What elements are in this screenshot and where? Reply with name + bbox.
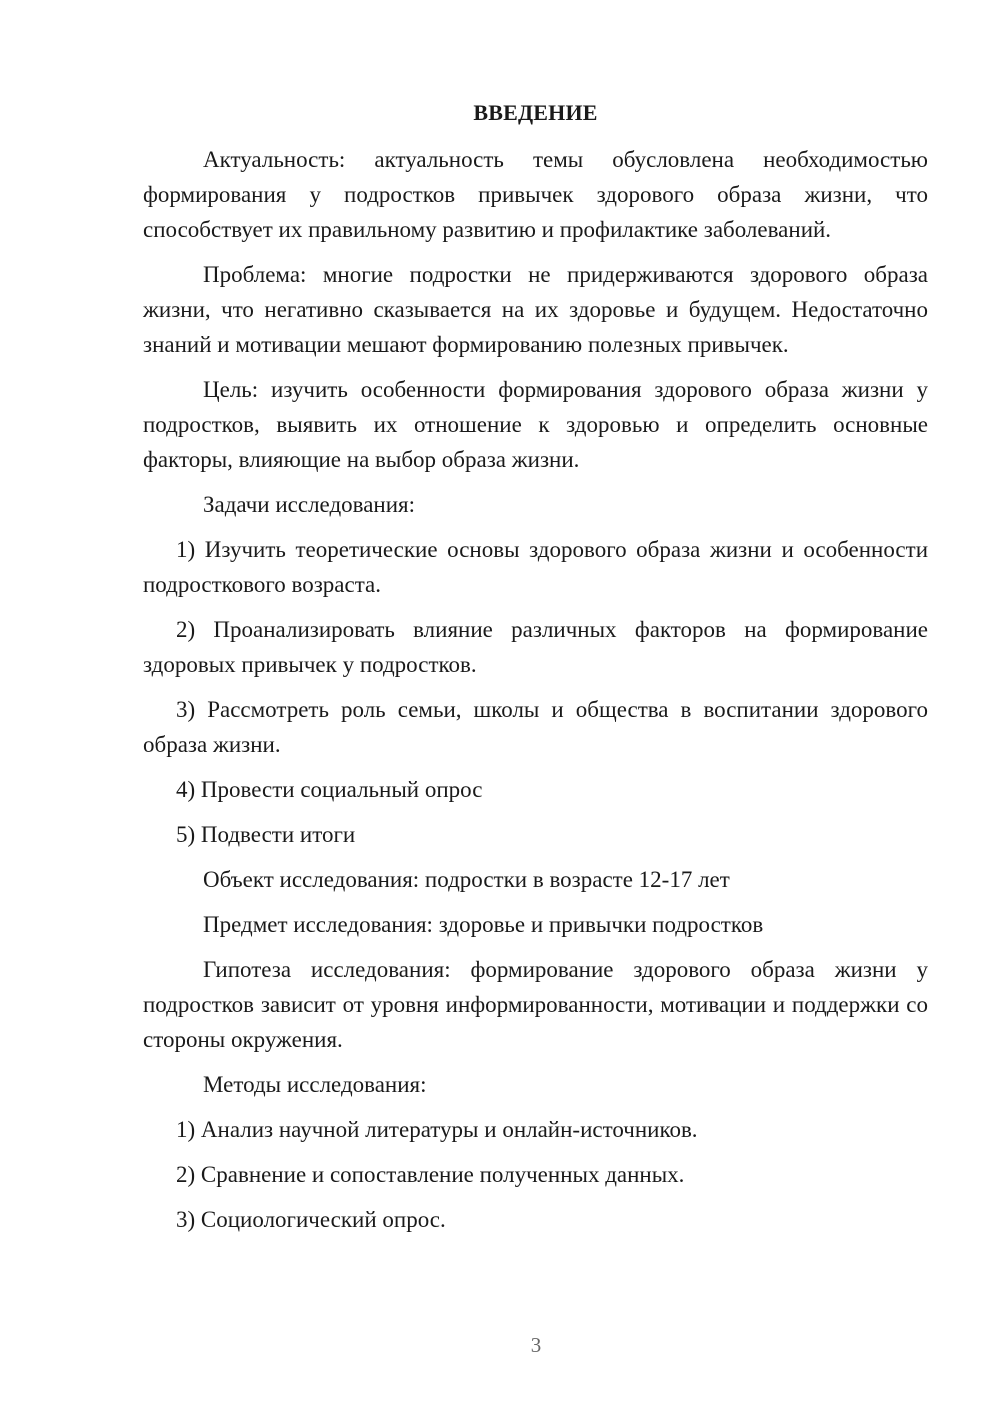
task-item: 2) Проанализировать влияние различных факторов на формирование здоровых привычек у подростков.	[143, 617, 928, 677]
methods-heading: Методы исследования:	[203, 1072, 427, 1097]
method-item: 1) Анализ научной литературы и онлайн-источников.	[176, 1117, 698, 1142]
page-number: 3	[530, 1333, 542, 1357]
document-page	[143, 95, 928, 1247]
subject-line: Предмет исследования: здоровье и привычки подростков	[203, 912, 764, 937]
method-item: 2) Сравнение и сопоставление полученных данных.	[176, 1162, 685, 1187]
goal-paragraph: Цель: изучить особенности формирования здорового образа жизни у подростков, выявить их отношение к здоровью и определить основные факторы, влияющие на выбор образа жизни.	[143, 377, 928, 472]
method-item: 3) Социологический опрос.	[176, 1207, 446, 1232]
problem-paragraph: Проблема: многие подростки не придерживаются здорового образа жизни, что негативно сказывается на их здоровье и будущем. Недостаточно знаний и мотивации мешают формированию полезных привычек.	[143, 262, 928, 357]
hypothesis-paragraph: Гипотеза исследования: формирование здорового образа жизни у подростков зависит от уровня информированности, мотивации и поддержки со стороны окружения.	[143, 957, 928, 1052]
task-item: 1) Изучить теоретические основы здорового образа жизни и особенности подросткового возраста.	[143, 537, 928, 597]
task-item: 5) Подвести итоги	[176, 822, 356, 847]
task-item: 4) Провести социальный опрос	[176, 777, 483, 802]
task-item: 3) Рассмотреть роль семьи, школы и общества в воспитании здорового образа жизни.	[143, 697, 928, 757]
section-title: ВВЕДЕНИЕ	[473, 100, 598, 125]
object-line: Объект исследования: подростки в возрасте 12-17 лет	[203, 867, 730, 892]
relevance-paragraph: Актуальность: актуальность темы обусловлена необходимостью формирования у подростков привычек здорового образа жизни, что способствует их правильному развитию и профилактике заболеваний.	[143, 147, 928, 242]
tasks-heading: Задачи исследования:	[203, 492, 416, 517]
